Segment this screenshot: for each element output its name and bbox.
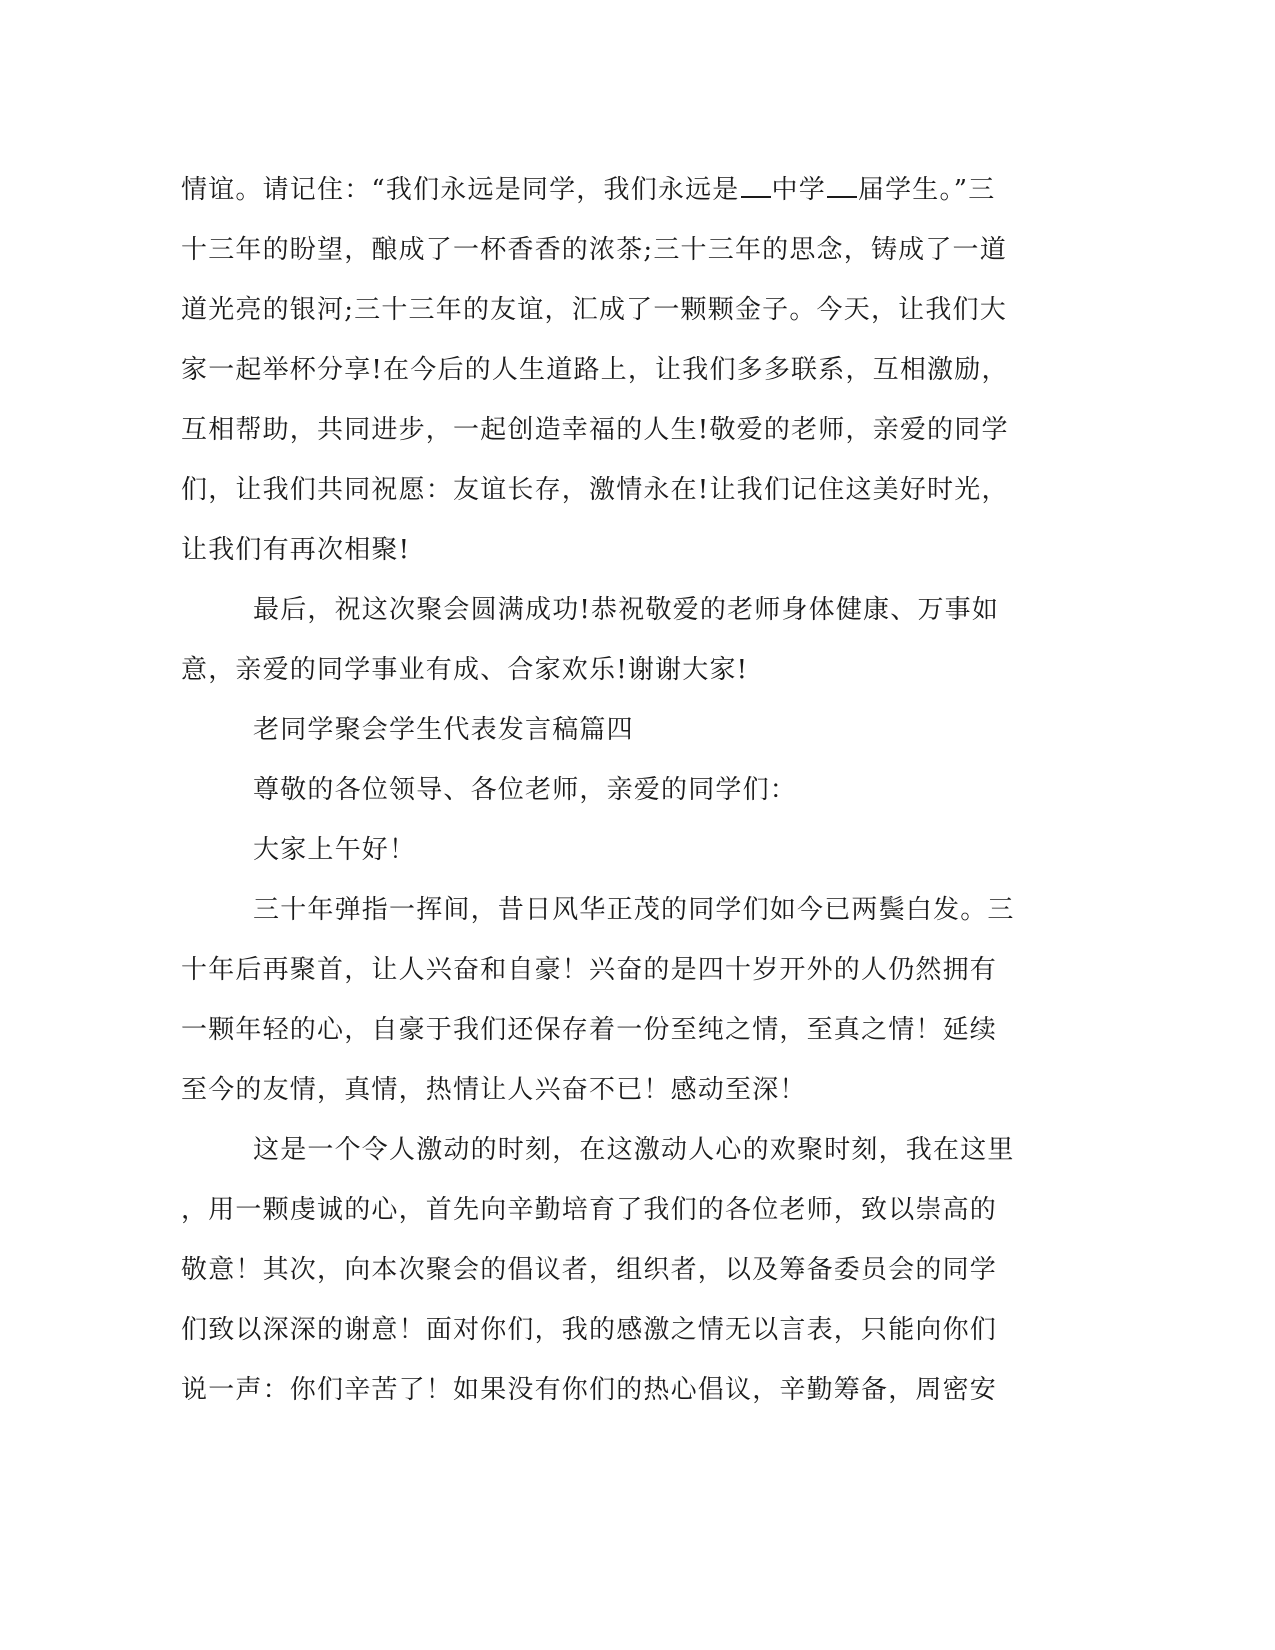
text-line: 敬意！其次，向本次聚会的倡议者，组织者，以及筹备委员会的同学 — [181, 1255, 998, 1285]
text-line: ，用一颗虔诚的心，首先向辛勤培育了我们的各位老师，致以崇高的 — [181, 1195, 998, 1225]
text-segment: 届学生。”三 — [857, 175, 996, 205]
text-line: 让我们有再次相聚! — [181, 535, 411, 565]
document-body — [181, 160, 1041, 1420]
section-heading: 老同学聚会学生代表发言稿篇四 — [253, 715, 634, 745]
text-line: 至今的友情，真情，热情让人兴奋不已！感动至深！ — [181, 1075, 807, 1105]
text-line: 意，亲爱的同学事业有成、合家欢乐!谢谢大家! — [181, 655, 749, 685]
text-line: 互相帮助，共同进步，一起创造幸福的人生!敬爱的老师，亲爱的同学 — [181, 415, 1009, 445]
fill-in-blank — [827, 176, 857, 198]
text-line: 道光亮的银河;三十三年的友谊，汇成了一颗颗金子。今天，让我们大 — [181, 295, 1007, 325]
text-line: 说一声：你们辛苦了！如果没有你们的热心倡议，辛勤筹备，周密安 — [181, 1375, 998, 1405]
paragraph-start-line: 最后，祝这次聚会圆满成功!恭祝敬爱的老师身体健康、万事如 — [253, 595, 1000, 625]
text-line: 家一起举杯分享!在今后的人生道路上，让我们多多联系，互相激励， — [181, 355, 1009, 385]
text-line: 十三年的盼望，酿成了一杯香香的浓茶;三十三年的思念，铸成了一道 — [181, 235, 1007, 265]
text-line: 们致以深深的谢意！面对你们，我的感激之情无以言表，只能向你们 — [181, 1315, 998, 1345]
text-line — [181, 160, 1041, 220]
greeting: 大家上午好！ — [253, 835, 417, 865]
text-line: 十年后再聚首，让人兴奋和自豪！兴奋的是四十岁开外的人仍然拥有 — [181, 955, 998, 985]
fill-in-blank — [741, 176, 771, 198]
text-segment: 情谊。请记住：“我们永远是同学，我们永远是 — [181, 175, 740, 205]
text-segment: 中学 — [771, 175, 826, 205]
text-line: 们，让我们共同祝愿：友谊长存，激情永在!让我们记住这美好时光， — [181, 475, 1009, 505]
salutation: 尊敬的各位领导、各位老师，亲爱的同学们： — [253, 775, 798, 805]
paragraph-start-line: 三十年弹指一挥间，昔日风华正茂的同学们如今已两鬓白发。三 — [253, 895, 1015, 925]
text-line: 一颗年轻的心，自豪于我们还保存着一份至纯之情，至真之情！延续 — [181, 1015, 998, 1045]
paragraph-start-line: 这是一个令人激动的时刻，在这激动人心的欢聚时刻，我在这里 — [253, 1135, 1015, 1165]
